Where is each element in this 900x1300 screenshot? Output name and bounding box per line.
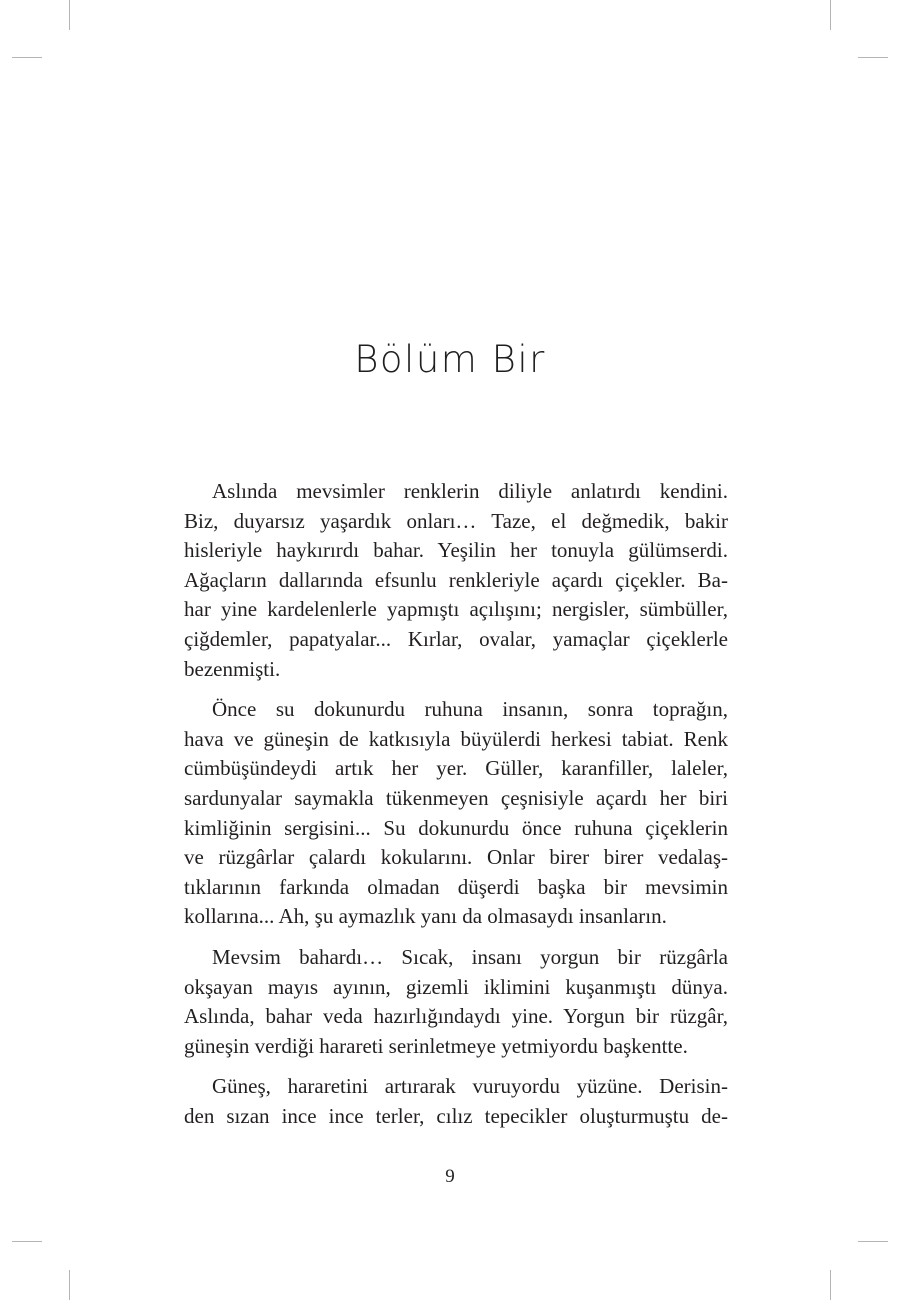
crop-mark-right-lower [858, 1241, 888, 1242]
text-line: çiğdemler, papatyalar... Kırlar, ovalar, yamaçlar çiçeklerle [184, 626, 728, 651]
paragraph-3 [184, 943, 728, 1061]
text-line: Mevsim bahardı… Sıcak, insanı yorgun bir rüzgârla [212, 944, 728, 969]
text-line: kollarına... Ah, şu aymazlık yanı da olmasaydı insanların. [184, 904, 667, 929]
crop-mark-left-upper [12, 57, 42, 58]
crop-mark-right-upper [858, 57, 888, 58]
crop-mark-left-lower [12, 1241, 42, 1242]
paragraph-1 [184, 477, 728, 684]
text-line: güneşin verdiği harareti serinletmeye yetmiyordu başkentte. [184, 1033, 688, 1058]
text-line: cümbüşündeydi artık her yer. Güller, karanfiller, laleler, [184, 756, 728, 781]
text-line: okşayan mayıs ayının, gizemli iklimini kuşanmıştı dünya. [184, 974, 728, 999]
paragraph-2 [184, 695, 728, 932]
paragraph-4 [184, 1072, 728, 1131]
crop-mark-top-left [69, 0, 70, 30]
body-text [184, 477, 728, 1142]
crop-mark-bottom-left [69, 1270, 70, 1300]
text-line: Aslında mevsimler renklerin diliyle anlatırdı kendini. [212, 479, 728, 503]
text-line: den sızan ince ince terler, cılız tepecikler oluşturmuştu de- [184, 1103, 728, 1128]
text-line: sardunyalar saymakla tükenmeyen çeşnisiyle açardı her biri [184, 785, 728, 810]
text-line: bezenmişti. [184, 656, 281, 681]
chapter-title: Bölüm Bir [354, 338, 546, 381]
text-line: ve rüzgârlar çalardı kokularını. Onlar birer birer vedalaş- [184, 845, 728, 870]
crop-mark-bottom-right [830, 1270, 831, 1300]
text-line: kimliğinin sergisini... Su dokunurdu önce ruhuna çiçeklerin [184, 815, 728, 840]
text-line: Ağaçların dallarında efsunlu renkleriyle açardı çiçekler. Ba- [184, 567, 728, 592]
text-line: har yine kardelenlerle yapmıştı açılışını; nergisler, sümbüller, [184, 597, 728, 622]
text-line: tıklarının farkında olmadan düşerdi başka bir mevsimin [184, 874, 728, 899]
text-line: Önce su dokunurdu ruhuna insanın, sonra toprağın, [212, 697, 728, 722]
text-line: hisleriyle haykırırdı bahar. Yeşilin her tonuyla gülümserdi. [184, 538, 728, 563]
crop-mark-top-right [830, 0, 831, 30]
page-number: 9 [445, 1166, 455, 1187]
text-line: Aslında, bahar veda hazırlığındaydı yine. Yorgun bir rüzgâr, [184, 1004, 728, 1029]
text-line: Güneş, hararetini artırarak vuruyordu yüzüne. Derisin- [212, 1074, 728, 1099]
text-line: Biz, duyarsız yaşardık onları… Taze, el değmedik, bakir [184, 508, 728, 533]
text-line: hava ve güneşin de katkısıyla büyülerdi herkesi tabiat. Renk [184, 726, 728, 751]
